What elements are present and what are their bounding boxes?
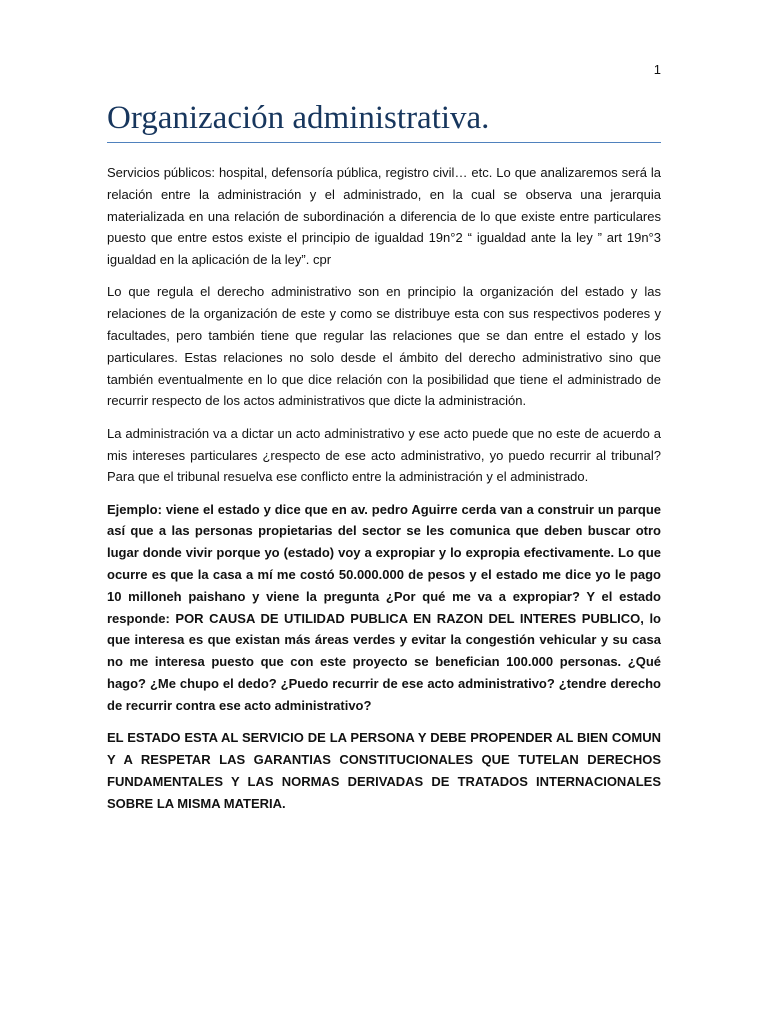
paragraph-servicios-publicos: Servicios públicos: hospital, defensoría pública, registro civil… etc. Lo que analizaremos será la relación entre la administración y el administrado, en la cual se observa una jerarquia materializada en una relación de subordinación a diferencia de lo que existe entre particulares puesto que entre estos existe el principio de igualdad 19n°2 “ igualdad ante la ley ” art 19n°3 igualdad en la aplicación de la ley”. cpr <box>107 165 661 268</box>
paragraph-conclusion: EL ESTADO ESTA AL SERVICIO DE LA PERSONA Y DEBE PROPENDER AL BIEN COMUN Y A RESPETAR LAS GARANTIAS CONSTITUCIONALES QUE TUTELAN DERECHOS FUNDAMENTALES Y LAS NORMAS DERIVADAS DE TRATADOS INTERNACIONALES SOBRE LA MISMA MATERIA. <box>107 730 661 811</box>
title-underline-rule <box>107 142 661 143</box>
document-title: Organización administrativa. <box>107 100 490 136</box>
page-number: 1 <box>653 62 661 77</box>
paragraph-derecho-administrativo: Lo que regula el derecho administrativo son en principio la organización del estado y las relaciones de la organización de este y como se distribuye esta con sus respectivos poderes y facultades, pero también tiene que regular las relaciones que se dan entre el estado y los particulares. Estas relaciones no solo desde el ámbito del derecho administrativo sino que también eventualmente en lo que dice relación con la posibilidad que tiene el administrado de recurrir respecto de los actos administrativos que dicte la administración. <box>107 284 661 409</box>
paragraph-acto-administrativo: La administración va a dictar un acto administrativo y ese acto puede que no este de acuerdo a mis intereses particulares ¿respecto de ese acto administrativo, yo puedo recurrir al tribunal? Para que el tribunal resuelva ese conflicto entre la administración y el administrado. <box>107 425 661 485</box>
paragraph-ejemplo: Ejemplo: viene el estado y dice que en av. pedro Aguirre cerda van a construir un parque así que a las personas propietarias del sector se les comunica que deben buscar otro lugar donde vivir porque yo (estado) voy a expropiar y lo expropia efectivamente. Lo que ocurre es que la casa a mí me costó 50.000.000 de pesos y el estado me dice yo le pago 10 milloneh paishano y viene la pregunta ¿Por qué me va a expropiar? Y el estado responde: POR CAUSA DE UTILIDAD PUBLICA EN RAZON DEL INTERES PUBLICO, lo que interesa es que existan más áreas verdes y evitar la congestión vehicular y su casa no me interesa puesto que con este proyecto se benefician 100.000 personas. ¿Qué hago? ¿Me chupo el dedo? ¿Puedo recurrir de ese acto administrativo? ¿tendre derecho de recurrir contra ese acto administrativo? <box>107 501 661 713</box>
document-body <box>107 162 661 825</box>
